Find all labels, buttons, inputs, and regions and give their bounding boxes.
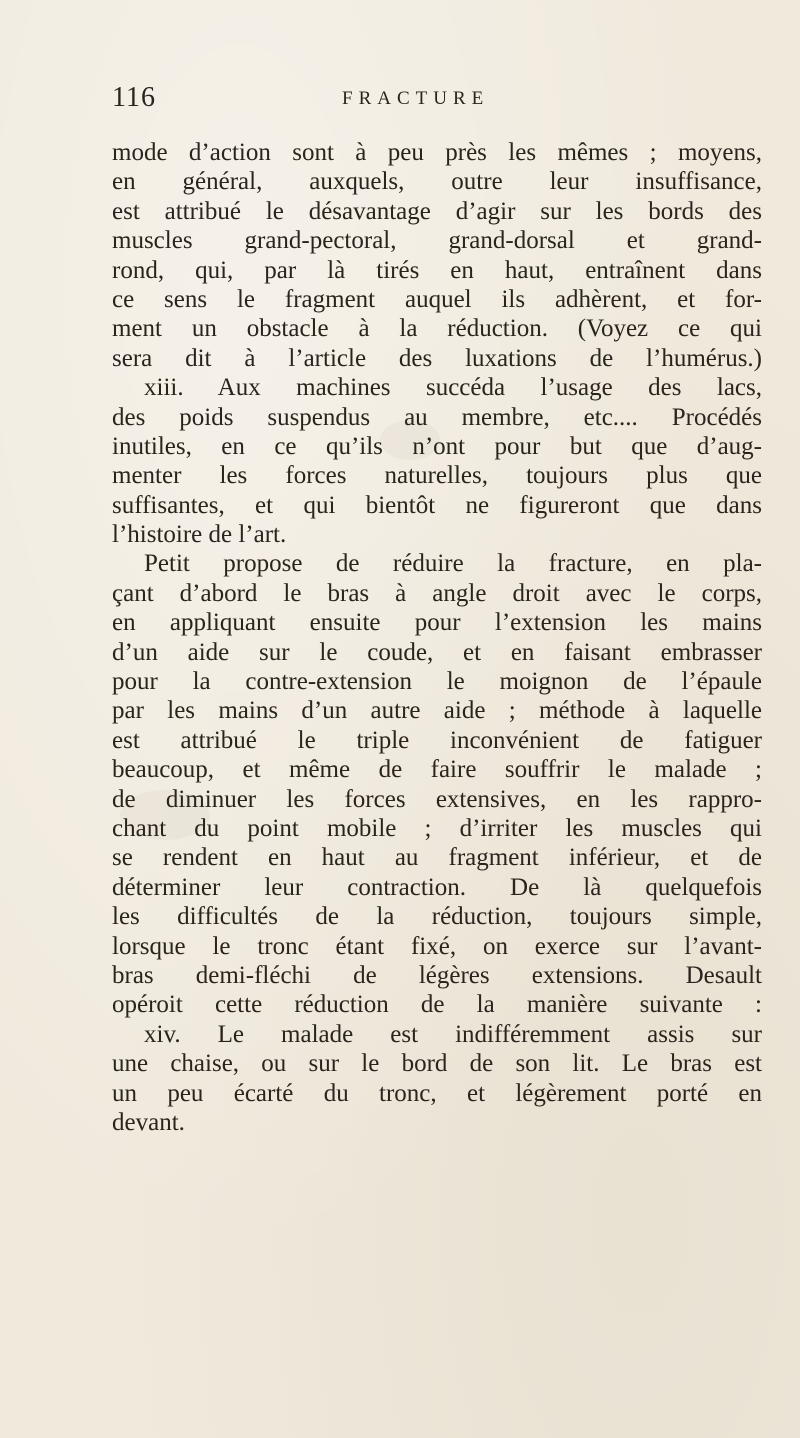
text-line: beaucoup, et même de faire souffrir le malade ;: [112, 756, 762, 784]
text-line: xiv. Le malade est indifféremment assis sur: [144, 1020, 762, 1048]
page-header: [112, 82, 572, 122]
text-line: des poids suspendus au membre, etc.... Procédés: [112, 403, 762, 431]
text-line: ce sens le fragment auquel ils adhèrent, et for-: [112, 285, 762, 313]
text-line: est attribué le triple inconvénient de fatiguer: [112, 726, 762, 754]
text-line: en général, auxquels, outre leur insuffisance,: [112, 168, 762, 196]
text-line: ment un obstacle à la réduction. (Voyez ce qui: [112, 315, 762, 343]
text-line: de diminuer les forces extensives, en les rappro-: [112, 785, 762, 813]
text-line: muscles grand-pectoral, grand-dorsal et grand-: [112, 227, 762, 255]
text-line: mode d’action sont à peu près les mêmes ; moyens,: [112, 139, 762, 166]
text-line: par les mains d’un autre aide ; méthode à laquelle: [112, 697, 762, 725]
text-line: les difficultés de la réduction, toujours simple,: [112, 903, 762, 931]
text-line: inutiles, en ce qu’ils n’ont pour but que d’aug-: [112, 432, 762, 460]
text-line: çant d’abord le bras à angle droit avec le corps,: [112, 579, 762, 607]
running-head: FRACTURE: [342, 88, 490, 109]
text-line: un peu écarté du tronc, et légèrement porté en: [112, 1079, 762, 1107]
text-line: en appliquant ensuite pour l’extension les mains: [112, 609, 762, 637]
text-line: l’histoire de l’art.: [112, 521, 287, 549]
text-line: bras demi-fléchi de légères extensions. Desault: [112, 961, 762, 989]
text-line: pour la contre-extension le moignon de l’épaule: [112, 668, 762, 696]
page-number: 116: [112, 82, 156, 113]
text-line: lorsque le tronc étant fixé, on exerce sur l’avant-: [112, 932, 762, 960]
text-line: déterminer leur contraction. De là quelquefois: [112, 873, 762, 901]
text-line: d’un aide sur le coude, et en faisant embrasser: [112, 638, 762, 666]
text-line: menter les forces naturelles, toujours plus que: [112, 462, 762, 490]
text-line: est attribué le désavantage d’agir sur les bords des: [112, 197, 762, 225]
text-line: une chaise, ou sur le bord de son lit. Le bras est: [112, 1050, 762, 1078]
text-line: chant du point mobile ; d’irriter les muscles qui: [112, 814, 762, 842]
text-line: suffisantes, et qui bientôt ne figureront que dans: [112, 491, 762, 519]
text-line: rond, qui, par là tirés en haut, entraînent dans: [112, 256, 762, 284]
text-line: se rendent en haut au fragment inférieur, et de: [112, 844, 762, 872]
text-line: devant.: [112, 1108, 185, 1136]
text-line: Petit propose de réduire la fracture, en pla-: [144, 550, 762, 578]
text-line: xiii. Aux machines succéda l’usage des lacs,: [144, 374, 762, 402]
text-line: sera dit à l’article des luxations de l’humérus.): [112, 344, 762, 372]
text-line: opéroit cette réduction de la manière suivante :: [112, 991, 762, 1019]
body-text: [112, 138, 762, 1137]
